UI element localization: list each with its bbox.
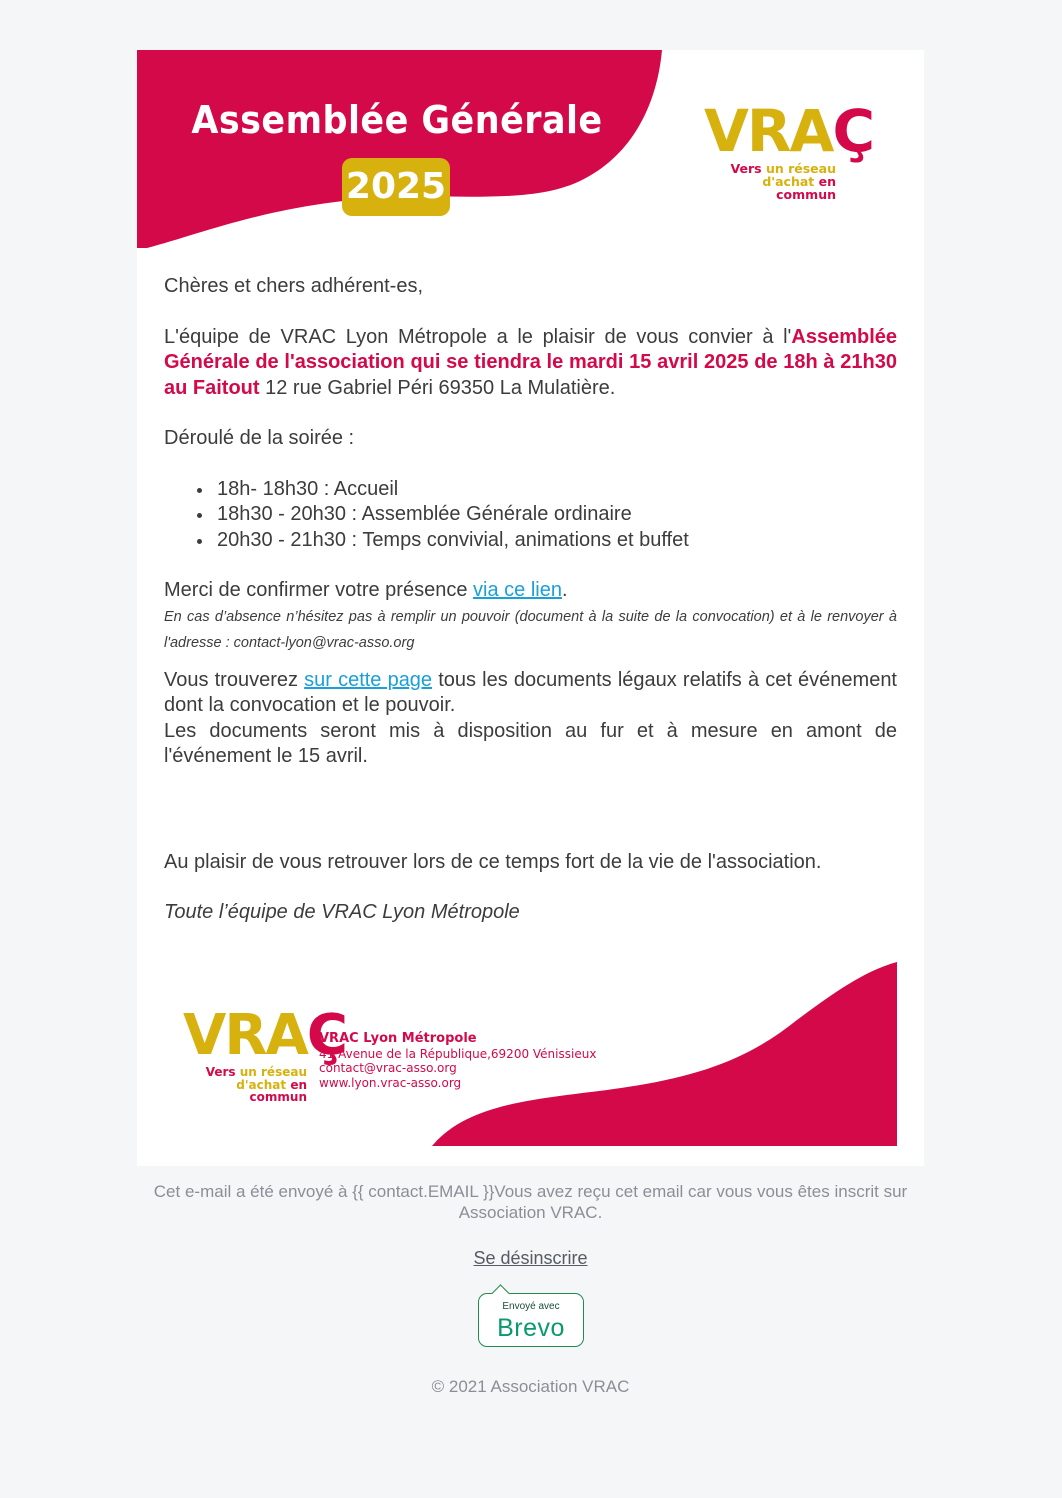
footer-logo-tag-2b: en commun bbox=[249, 1077, 307, 1105]
absence-note: En cas d’absence n’hésitez pas à remplir un pouvoir (document à la suite de la convocation) et à le renvoyer à l'adresse : contact-lyon@vrac-asso.org bbox=[164, 608, 897, 651]
greeting: Chères et chers adhérent-es, bbox=[164, 275, 424, 297]
footer-logo-word: VRA bbox=[183, 1003, 307, 1068]
footer-logo-tag-1b: un réseau bbox=[239, 1065, 307, 1079]
header-year-badge: 2025 bbox=[342, 158, 450, 216]
agenda-list bbox=[164, 477, 897, 554]
logo-tag-2a: d'achat bbox=[762, 174, 819, 190]
agenda-item: 18h- 18h30 : Accueil bbox=[217, 477, 897, 503]
confirm-text: Merci de confirmer votre présence bbox=[164, 579, 474, 601]
docs-text: Vous trouverez bbox=[164, 668, 305, 691]
footer-logo-accent: Ç bbox=[306, 1003, 346, 1068]
closing-line: Au plaisir de vous retrouver lors de ce temps fort de la vie de l'association. bbox=[164, 850, 822, 873]
org-contact-block bbox=[319, 1032, 596, 1090]
email-body bbox=[164, 274, 897, 926]
intro-paragraph bbox=[164, 325, 897, 402]
sent-notice-text: Cet e-mail a été envoyé à {{ contact.EMAIL }}Vous avez reçu cet email car vous vous êtes inscrit sur Association VRAC. bbox=[153, 1182, 908, 1222]
agenda-item: 18h30 - 20h30 : Assemblée Générale ordinaire bbox=[217, 502, 897, 528]
logo-word: VRA bbox=[704, 97, 833, 165]
sent-notice bbox=[137, 1181, 924, 1223]
confirm-period: . bbox=[561, 579, 568, 601]
org-address: 41 Avenue de la République,69200 Vénissieux bbox=[319, 1046, 597, 1061]
header-title: Assemblée Générale bbox=[191, 98, 603, 142]
intro-text: L'équipe de VRAC Lyon Métropole a le plaisir de vous convier à l' bbox=[164, 325, 792, 348]
card-footer bbox=[137, 960, 924, 1166]
copyright: © 2021 Association VRAC bbox=[431, 1377, 630, 1396]
logo-tag-1a: Vers bbox=[730, 161, 766, 176]
brevo-logo-text: Brevo bbox=[497, 1314, 565, 1342]
intro-highlight: Assemblée Générale de l'association qui se tiendra le mardi 15 avril 2025 de 18h à 21h30 au Faitout bbox=[164, 325, 897, 399]
footer-vrac-logo bbox=[183, 1003, 346, 1105]
vrac-logo bbox=[704, 97, 874, 203]
confirm-line bbox=[164, 578, 897, 604]
org-name: VRAC Lyon Métropole bbox=[319, 1031, 477, 1046]
brevo-badge[interactable] bbox=[478, 1293, 584, 1347]
signature: Toute l’équipe de VRAC Lyon Métropole bbox=[164, 901, 520, 923]
agenda-item: 20h30 - 21h30 : Temps convivial, animations et buffet bbox=[217, 528, 897, 554]
confirm-link[interactable]: via ce lien bbox=[473, 579, 562, 601]
documents-link[interactable]: sur cette page bbox=[304, 668, 433, 691]
intro-location: 12 rue Gabriel Péri 69350 La Mulatière. bbox=[259, 376, 616, 399]
unsubscribe-link[interactable]: Se désinscrire bbox=[473, 1248, 588, 1268]
org-email[interactable]: contact@vrac-asso.org bbox=[319, 1061, 457, 1075]
brevo-sent-label: Envoyé avec bbox=[502, 1301, 560, 1312]
logo-tag-1b: un réseau bbox=[765, 161, 836, 176]
org-website[interactable]: www.lyon.vrac-asso.org bbox=[319, 1075, 462, 1090]
header-banner bbox=[137, 50, 924, 250]
docs-text-after: tous les documents légaux relatifs à cet événement dont la convocation et le pouvoir. bbox=[164, 668, 897, 716]
agenda-title: Déroulé de la soirée : bbox=[164, 427, 355, 449]
logo-accent: Ç bbox=[832, 97, 874, 165]
footer-logo-tag-2a: d'achat bbox=[236, 1077, 291, 1092]
logo-tag-2b: en commun bbox=[776, 174, 836, 203]
brevo-badge-notch bbox=[491, 1284, 509, 1302]
unsubscribe-row bbox=[137, 1248, 924, 1269]
documents-paragraph bbox=[164, 668, 897, 719]
documents-availability: Les documents seront mis à disposition au fur et à mesure en amont de l'événement le 15 avril. bbox=[164, 719, 897, 767]
footer-logo-tag-1a: Vers bbox=[205, 1065, 240, 1079]
